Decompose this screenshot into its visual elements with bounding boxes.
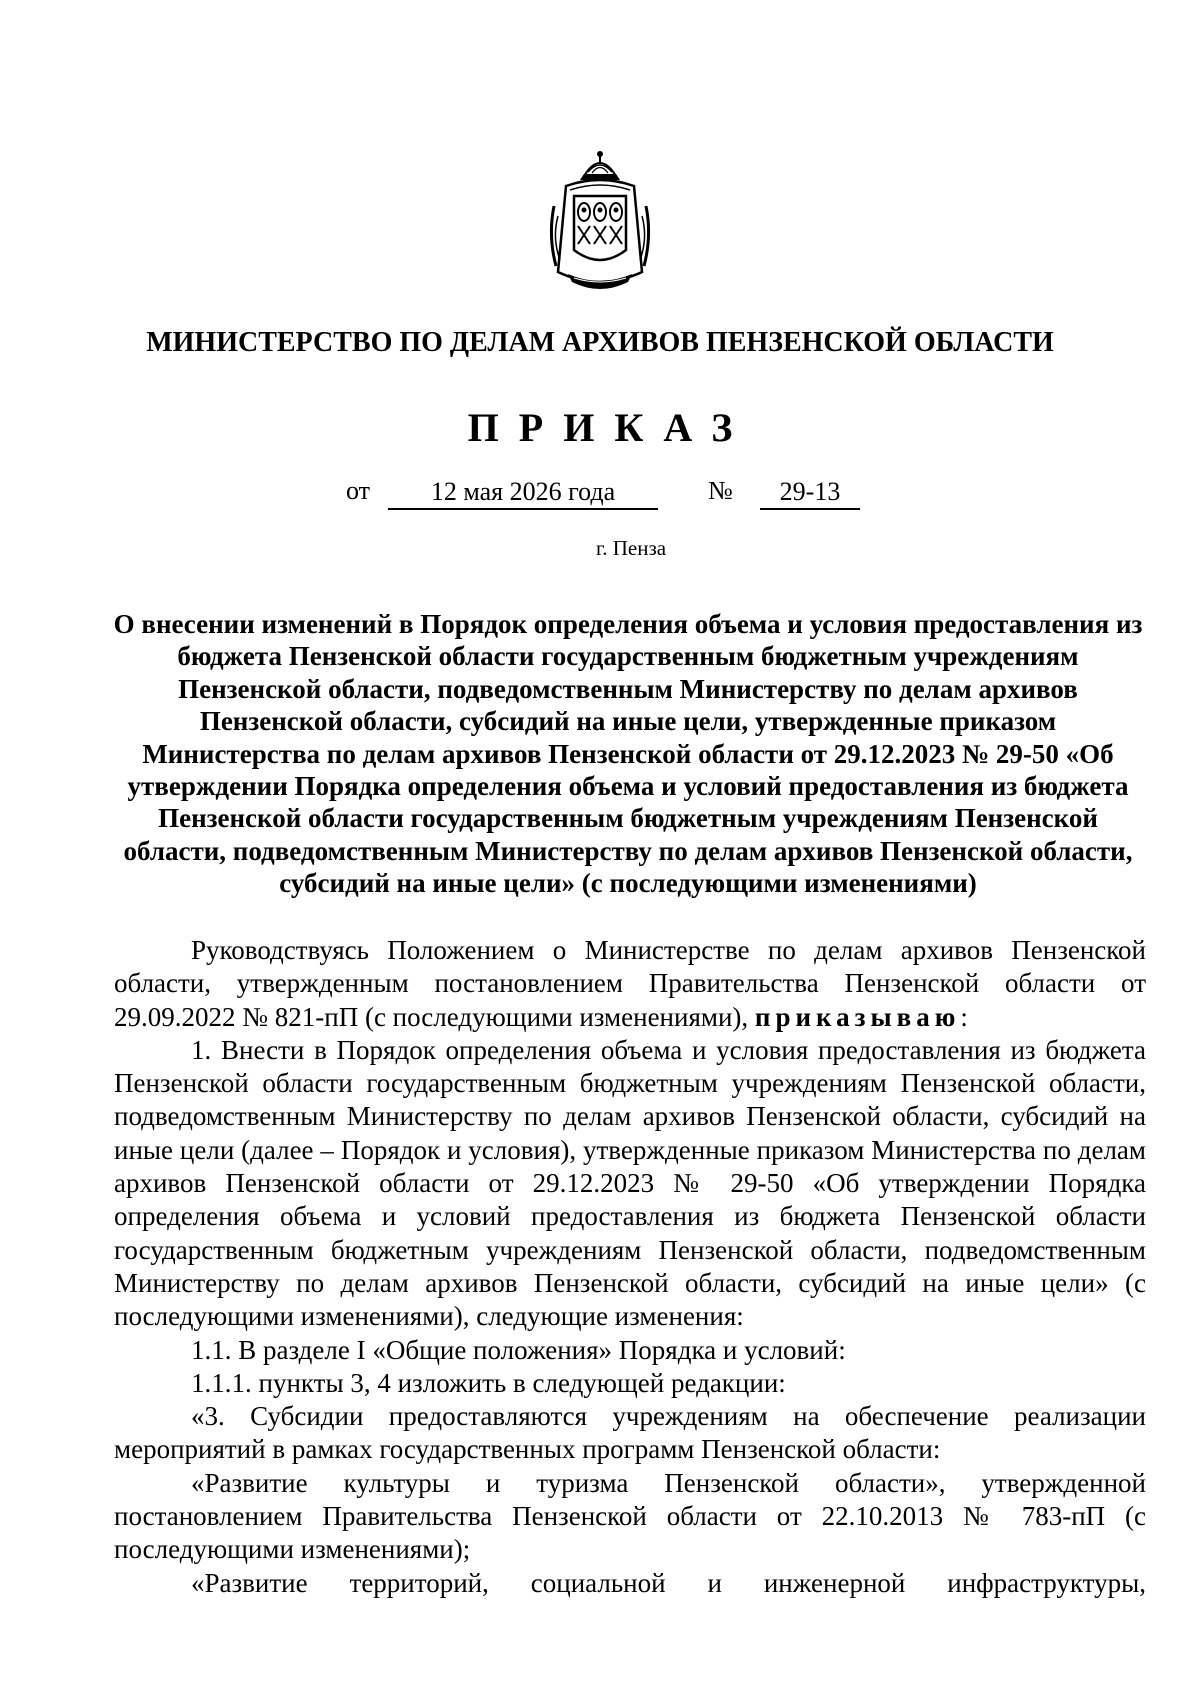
document-date: 12 мая 2026 года <box>388 476 658 510</box>
document-number: 29-13 <box>760 476 860 510</box>
ministry-name: МИНИСТЕРСТВО ПО ДЕЛАМ АРХИВОВ ПЕНЗЕНСКОЙ ОБЛАСТИ <box>146 327 1054 358</box>
paragraph-1-1-1: 1.1.1. пункты 3, 4 изложить в следующей редакции: <box>191 1367 786 1398</box>
paragraph-program-2: «Развитие территорий, социальной и инженерной инфраструктуры, <box>191 1567 1146 1598</box>
paragraph-3: «3. Субсидии предоставляются учреждениям на обеспечение реализации мероприятий в рамках государственных программ Пензенской области: <box>114 1401 1146 1465</box>
preamble-paragraph <box>114 934 1146 1034</box>
order-word: приказываю <box>754 1001 961 1032</box>
city-name: г. Пенза <box>596 536 667 560</box>
date-number-line <box>0 476 1200 512</box>
document-subject: О внесении изменений в Порядок определения объема и условия предоставления из бюджета Пензенской области государственным бюджетным учреждениям Пензенской области, подведомственным Министерству по делам архивов Пензенской области, субсидий на иные цели, утвержденные приказом Министерства по делам архивов Пензенской области от 29.12.2023 № 29-50 «Об утверждении Порядка определения объема и условий предоставления из бюджета Пензенской области государственным бюджетным учреждениям Пензенской области, подведомственным Министерству по делам архивов Пензенской области, субсидий на иные цели» (с последующими изменениями) <box>113 609 1143 899</box>
document-body <box>114 934 1146 1600</box>
number-prefix: № <box>708 476 733 505</box>
preamble-text: Руководствуясь Положением о Министерстве по делам архивов Пензенской области, утвержденным постановлением Правительства Пензенской области от 29.09.2022 № 821-пП (с последующими изменениями), <box>114 935 1146 1032</box>
paragraph-program-1: «Развитие культуры и туризма Пензенской области», утвержденной постановлением Правительства Пензенской области от 22.10.2013 № 783-пП (с последующими изменениями); <box>114 1467 1146 1565</box>
order-colon: : <box>960 1001 968 1032</box>
document-type-title: ПРИКАЗ <box>467 405 753 450</box>
coat-of-arms-emblem <box>544 146 656 294</box>
date-prefix: от <box>346 476 371 505</box>
paragraph-1: 1. Внести в Порядок определения объема и условия предоставления из бюджета Пензенской области государственным бюджетным учреждениям Пензенской области, подведомственным Министерству по делам архивов Пензенской области, субсидий на иные цели (далее – Порядок и условия), утвержденные приказом Министерства по делам архивов Пензенской области от 29.12.2023 № 29-50 «Об утверждении Порядка определения объема и условий предоставления из бюджета Пензенской области государственным бюджетным учреждениям Пензенской области, подведомственным Министерству по делам архивов Пензенской области, субсидий на иные цели» (с последующими изменениями), следующие изменения: <box>114 1034 1146 1332</box>
paragraph-1-1: 1.1. В разделе I «Общие положения» Порядка и условий: <box>191 1334 846 1365</box>
coat-of-arms-icon <box>544 146 656 294</box>
